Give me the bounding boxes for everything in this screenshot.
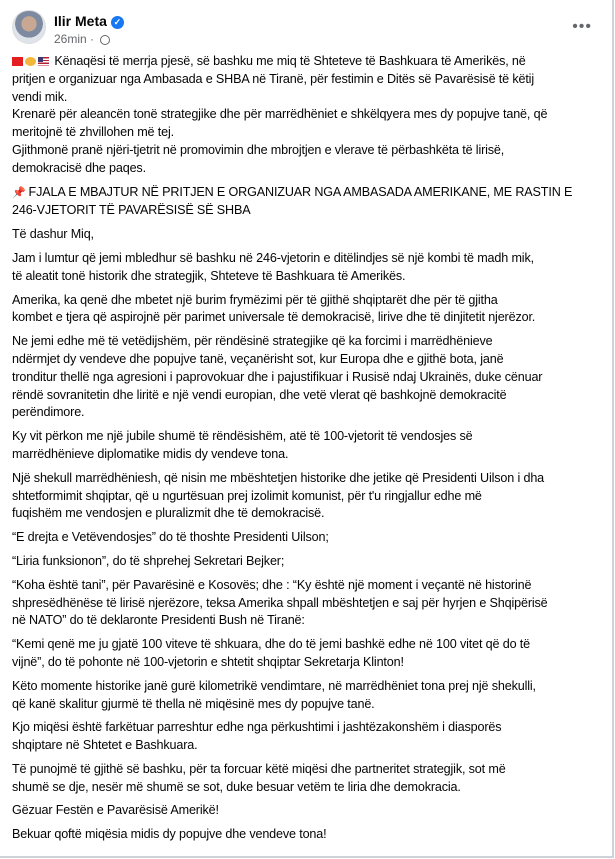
post-paragraph — [12, 636, 607, 672]
text-line — [12, 268, 607, 286]
text-line — [12, 802, 607, 820]
text-line-content: fuqishëm me vendosjen e pluralizmit dhe të demokracisë. — [12, 506, 325, 521]
post-meta: 26min · — [54, 32, 110, 46]
text-line-content: Ky vit përkon me një jubile shumë të rëndësishëm, atë të 100-vjetorit të vendosjes së — [12, 429, 473, 444]
text-line — [12, 53, 607, 71]
text-line-content: Të punojmë të gjithë së bashku, për ta forcuar këtë miqësi dhe partneritet strategjik, sot më — [12, 761, 506, 776]
timestamp-link[interactable]: 26min — [54, 32, 87, 46]
text-line-content: ndërmjet dy vendeve dhe popujve tanë, veçanërisht sot, kur Europa dhe e gjithë bota, janë — [12, 351, 504, 366]
text-line — [12, 89, 607, 107]
text-line-content: vijnë”, do të pohonte në 100-vjetorin e shtetit shqiptar Sekretarja Klinton! — [12, 654, 404, 669]
usa-flag-icon — [38, 57, 49, 66]
text-line-content: Gëzuar Festën e Pavarësisë Amerikë! — [12, 803, 219, 818]
text-line — [12, 428, 607, 446]
post-paragraph — [12, 53, 607, 178]
verified-badge-icon: ✓ — [111, 16, 124, 29]
post-paragraph — [12, 470, 607, 523]
text-line-content: “E drejta e Vetëvendosjes” do të thoshte Presidenti Uilson; — [12, 530, 329, 545]
post-text — [12, 53, 607, 850]
text-line — [12, 387, 607, 405]
text-line — [12, 404, 607, 422]
post-paragraph — [12, 250, 607, 286]
text-line-content: që kanë skalitur gjurmë të thella në miqësinë mes dy popujve tanë. — [12, 696, 375, 711]
avatar[interactable] — [12, 10, 46, 44]
post-paragraph — [12, 226, 607, 244]
text-line — [12, 737, 607, 755]
text-line-content: demokracisë dhe paqes. — [12, 160, 146, 175]
post-paragraph — [12, 553, 607, 571]
text-line — [12, 226, 607, 244]
text-line-content: 246-VJETORIT TË PAVARËSISË SË SHBA — [12, 203, 251, 218]
text-line-content: FJALA E MBAJTUR NË PRITJEN E ORGANIZUAR NGA AMBASADA AMERIKANE, ME RASTIN E — [28, 184, 573, 199]
text-line-content: Ne jemi edhe më të vetëdijshëm, për rëndësinë strategjike që ka forcimi i marrëdhënieve — [12, 334, 493, 349]
more-options-icon[interactable]: ••• — [572, 18, 592, 35]
text-line — [12, 678, 607, 696]
text-line — [12, 369, 607, 387]
text-line-content: marrëdhënieve diplomatike midis dy vendeve tona. — [12, 446, 289, 461]
post-paragraph — [12, 428, 607, 464]
text-line-content: “Koha është tani”, për Pavarësinë e Kosovës; dhe : “Ky është një moment i veçantë në historinë — [12, 577, 532, 592]
text-line-content: Kjo miqësi është farkëtuar parreshtur edhe nga përkushtimi i jashtëzakonshëm i diasporës — [12, 720, 502, 735]
post-header — [12, 10, 602, 46]
text-line — [12, 779, 607, 797]
post-paragraph — [12, 529, 607, 547]
text-line — [12, 553, 607, 571]
text-line-content: shpresëdhënëse të lirisë njerëzore, teksa Amerika shpall mbështetjen e saj për hyrjen e Shqipërisë — [12, 595, 548, 610]
text-line-content: Të dashur Miq, — [12, 227, 94, 242]
text-line — [12, 250, 607, 268]
post-paragraph — [12, 678, 607, 714]
text-line — [12, 202, 607, 220]
text-line — [12, 106, 607, 124]
text-line-content: pritjen e organizuar nga Ambasada e SHBA në Tiranë, për festimin e Ditës së Pavarësisë të këtij — [12, 71, 534, 86]
author-name[interactable]: Ilir Meta — [54, 13, 107, 29]
text-line-content: Amerika, ka qenë dhe mbetet një burim frymëzimi për të gjithë shqiptarët dhe për të gjitha — [12, 292, 498, 307]
text-line-content: tronditur thellë nga agresioni i paprovokuar dhe i pajustifikuar i Rusisë ndaj Ukrainës, duke cënuar — [12, 369, 543, 384]
post-paragraph — [12, 719, 607, 755]
text-line — [12, 505, 607, 523]
text-line-content: vendi mik. — [12, 89, 68, 104]
text-line — [12, 124, 607, 142]
text-line-content: shtetformimit shqiptar, që u ngurtësuan prej izolimit komunist, për t'u ringjallur edhe më — [12, 488, 482, 503]
text-line — [12, 292, 607, 310]
text-line — [12, 595, 607, 613]
post-paragraph — [12, 577, 607, 630]
text-line — [12, 654, 607, 672]
text-line-content: Një shekull marrëdhëniesh, që nisin me mbështetjen historike dhe jetike që Presidenti Uilson i dha — [12, 470, 545, 485]
handshake-icon — [25, 57, 36, 66]
author-name-link[interactable] — [54, 13, 124, 29]
text-line-content: Krenarë për aleancën tonë strategjike dhe për marrëdhëniet e shkëlqyera mes dy popujve tanë, që — [12, 107, 548, 122]
text-line-content: “Liria funksionon”, do të shprehej Sekretari Bejker; — [12, 553, 285, 568]
text-line-content: perëndimore. — [12, 405, 85, 420]
pushpin-icon: 📌 — [12, 186, 26, 199]
post-paragraph — [12, 292, 607, 328]
text-line-content: Jam i lumtur që jemi mbledhur së bashku në 246-vjetorin e ditëlindjes së një kombi të madh mik, — [12, 250, 534, 265]
post-paragraph — [12, 184, 607, 221]
post-paragraph — [12, 333, 607, 422]
text-line — [12, 309, 607, 327]
text-line — [12, 696, 607, 714]
text-line-content: në NATO” do të deklaronte Presidenti Bush në Tiranë: — [12, 613, 305, 628]
text-line — [12, 636, 607, 654]
text-line-content: Kënaqësi të merrja pjesë, së bashku me miq të Shteteve të Bashkuara të Amerikës, në — [54, 54, 526, 68]
text-line — [12, 160, 607, 178]
text-line-content: Bekuar qoftë miqësia midis dy popujve dhe vendeve tona! — [12, 827, 327, 842]
albania-flag-icon — [12, 57, 23, 66]
text-line — [12, 142, 607, 160]
text-line-content: meritojnë të zhvillohen më tej. — [12, 125, 174, 140]
text-line-content: “Kemi qenë me ju gjatë 100 viteve të shkuara, dhe do të jemi bashkë edhe në 100 vitet që do të — [12, 637, 530, 652]
text-line — [12, 826, 607, 844]
post-paragraph — [12, 761, 607, 797]
text-line — [12, 446, 607, 464]
text-line-content: Këto momente historike janë gurë kilometrikë vendimtare, në marrëdhëniet tona prej një shekulli, — [12, 678, 536, 693]
text-line — [12, 719, 607, 737]
text-line — [12, 351, 607, 369]
text-line-content: kombet e tjera që aspirojnë për parimet universale të demokracisë, lirive dhe të dinjitetit njerëzor. — [12, 310, 536, 325]
text-line — [12, 577, 607, 595]
text-line — [12, 71, 607, 89]
text-line-content: rëndë sovranitetin dhe liritë e një vendi europian, dhe vetë vlerat që bashkojnë demokracitë — [12, 387, 507, 402]
text-line — [12, 488, 607, 506]
text-line-content: shumë se dje, nesër më shumë se sot, duke besuar vetëm te liria dhe demokracia. — [12, 779, 461, 794]
text-line-content: shqiptare në Shtetet e Bashkuara. — [12, 738, 198, 753]
text-line — [12, 612, 607, 630]
text-line — [12, 529, 607, 547]
text-line — [12, 761, 607, 779]
post-paragraph — [12, 802, 607, 820]
text-line-content: të aleatit tonë historik dhe strategjik, Shteteve të Bashkuara të Amerikës. — [12, 268, 406, 283]
text-line-content: Gjithmonë pranë njëri-tjetrit në promovimin dhe mbrojtjen e vlerave të përbashkëta të lirisë, — [12, 142, 505, 157]
post-paragraph — [12, 826, 607, 844]
text-line — [12, 333, 607, 351]
text-line — [12, 470, 607, 488]
globe-icon — [100, 35, 110, 45]
text-line — [12, 184, 607, 203]
